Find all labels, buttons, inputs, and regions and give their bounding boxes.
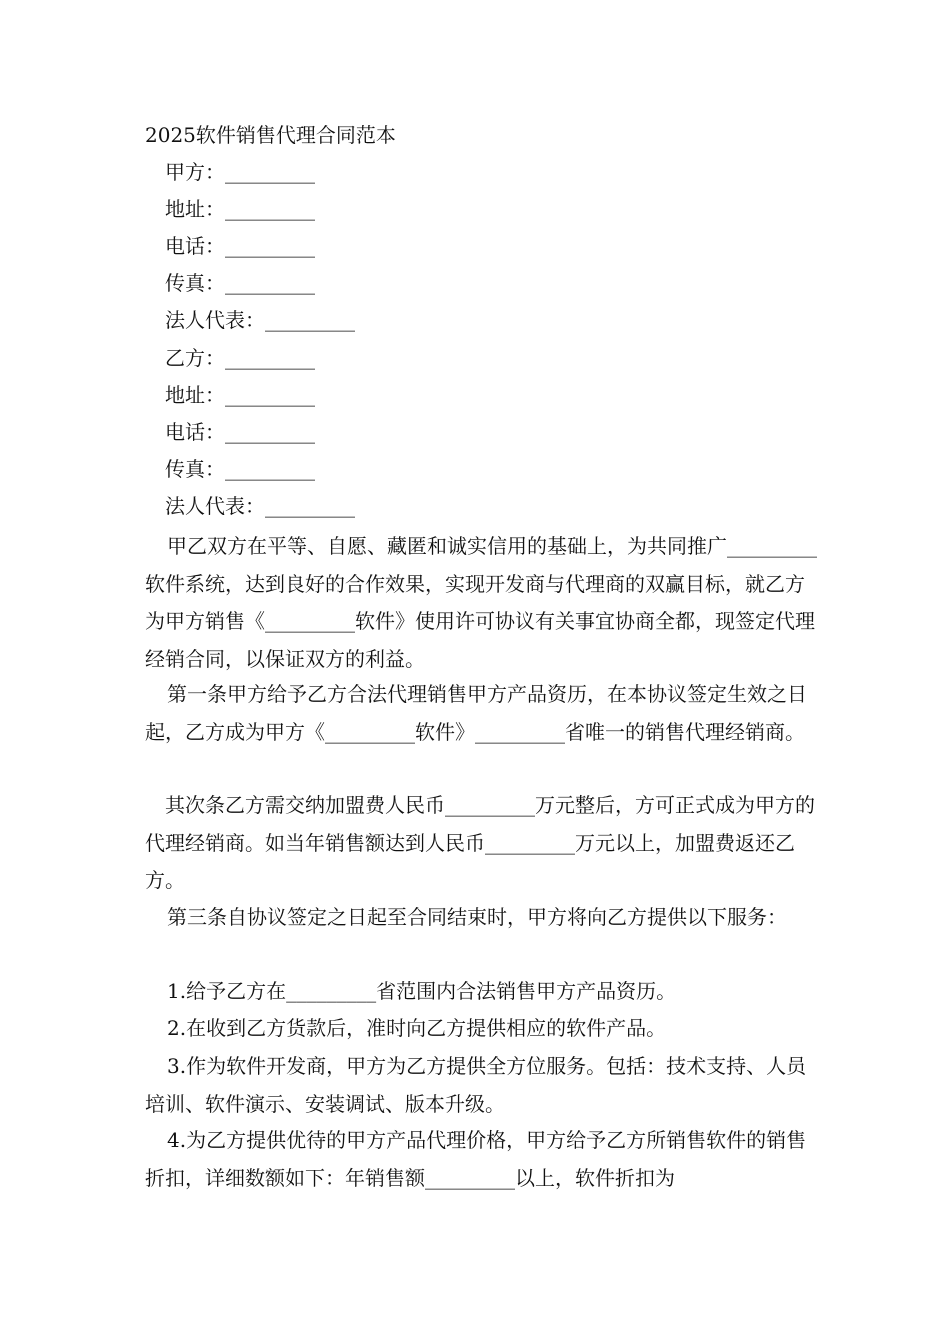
- party-b-name: 乙方：_________: [165, 346, 315, 370]
- party-a-name: 甲方：_________: [165, 160, 315, 184]
- party-a-fax: 传真：_________: [165, 271, 315, 295]
- party-b-address: 地址：_________: [165, 383, 315, 407]
- list-item-2: 2.在收到乙方货款后，准时向乙方提供相应的软件产品。: [167, 1016, 667, 1040]
- list-item-3: 3.作为软件开发商，甲方为乙方提供全方位服务。包括：技术支持、人员培训、软件演示、安装调试、版本升级。: [145, 1054, 807, 1116]
- party-a-address: 地址：_________: [165, 197, 315, 221]
- paragraph-article-1: 第一条甲方给予乙方合法代理销售甲方产品资历，在本协议签定生效之日起，乙方成为甲方《_________软件》_________省唯一的销售代理经销商。: [145, 682, 807, 744]
- party-a-legal-rep: 法人代表：_________: [165, 308, 355, 332]
- paragraph-article-3: 第三条自协议签定之日起至合同结束时，甲方将向乙方提供以下服务：: [167, 905, 787, 929]
- paragraph-preamble: 甲乙双方在平等、自愿、藏匿和诚实信用的基础上，为共同推广_________软件系统，达到良好的合作效果，实现开发商与代理商的双赢目标，就乙方为甲方销售《_________软件》使用许可协议有关事宜协商全都，现签定代理经销合同，以保证双方的利益。: [145, 534, 817, 671]
- paragraph-article-2: 其次条乙方需交纳加盟费人民币_________万元整后，方可正式成为甲方的代理经销商。如当年销售额达到人民币_________万元以上，加盟费返还乙方。: [145, 793, 815, 892]
- party-b-phone: 电话：_________: [165, 420, 315, 444]
- party-b-fax: 传真：_________: [165, 457, 315, 481]
- party-b-legal-rep: 法人代表：_________: [165, 494, 355, 518]
- party-a-phone: 电话：_________: [165, 234, 315, 258]
- document-title: 2025软件销售代理合同范本: [145, 123, 396, 147]
- list-item-4: 4.为乙方提供优待的甲方产品代理价格，甲方给予乙方所销售软件的销售折扣，详细数额如下：年销售额_________以上，软件折扣为: [145, 1128, 807, 1190]
- list-item-1: 1.给予乙方在_________省范围内合法销售甲方产品资历。: [167, 979, 677, 1003]
